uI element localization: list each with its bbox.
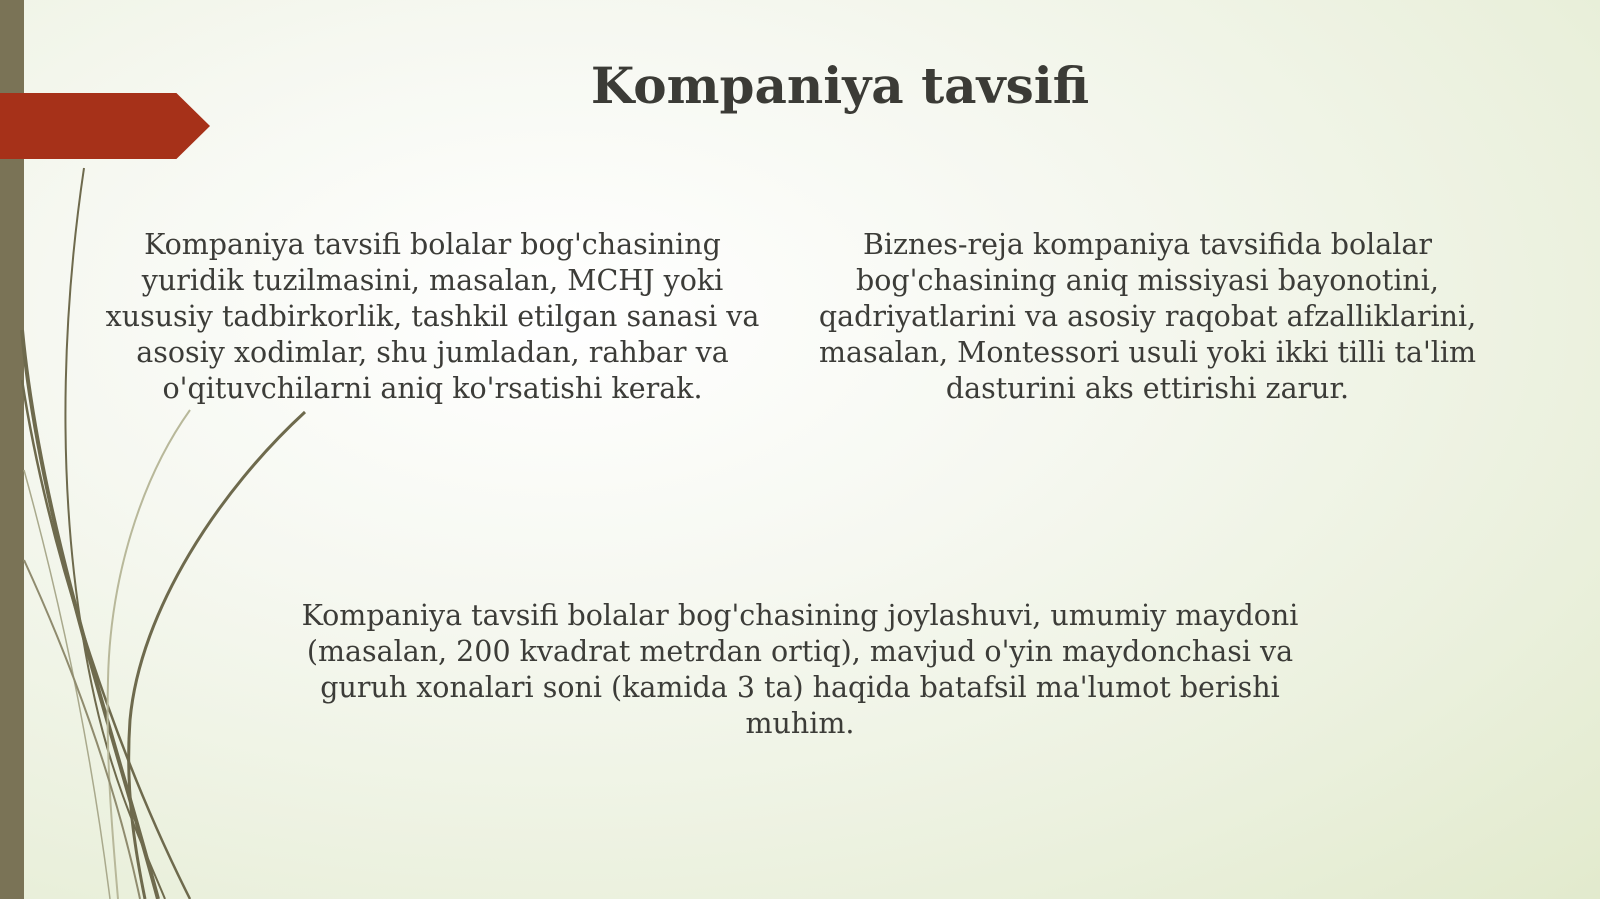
slide-title: Kompaniya tavsifi xyxy=(590,56,1090,115)
accent-arrow-shape xyxy=(0,93,210,159)
paragraph-location: Kompaniya tavsifi bolalar bog'chasining joylashuvi, umumiy maydoni (masalan, 200 kvadrat metrdan ortiq), mavjud o'yin maydonchasi va guruh xonalari soni (kamida 3 ta) haqida batafsil ma'lumot berishi muhim. xyxy=(301,599,1299,740)
paragraph-legal-structure: Kompaniya tavsifi bolalar bog'chasining yuridik tuzilmasini, masalan, MCHJ yoki xususiy tadbirkorlik, tashkil etilgan sanasi va asosiy xodimlar, shu jumladan, rahbar va o'qituvchilarni aniq ko'rsatishi kerak. xyxy=(105,228,760,405)
paragraph-mission: Biznes-reja kompaniya tavsifida bolalar bog'chasining aniq missiyasi bayonotini, qadriyatlarini va asosiy raqobat afzalliklarini, masalan, Montessori usuli yoki ikki tilli ta'lim dasturini aks ettirishi zarur. xyxy=(818,228,1477,405)
